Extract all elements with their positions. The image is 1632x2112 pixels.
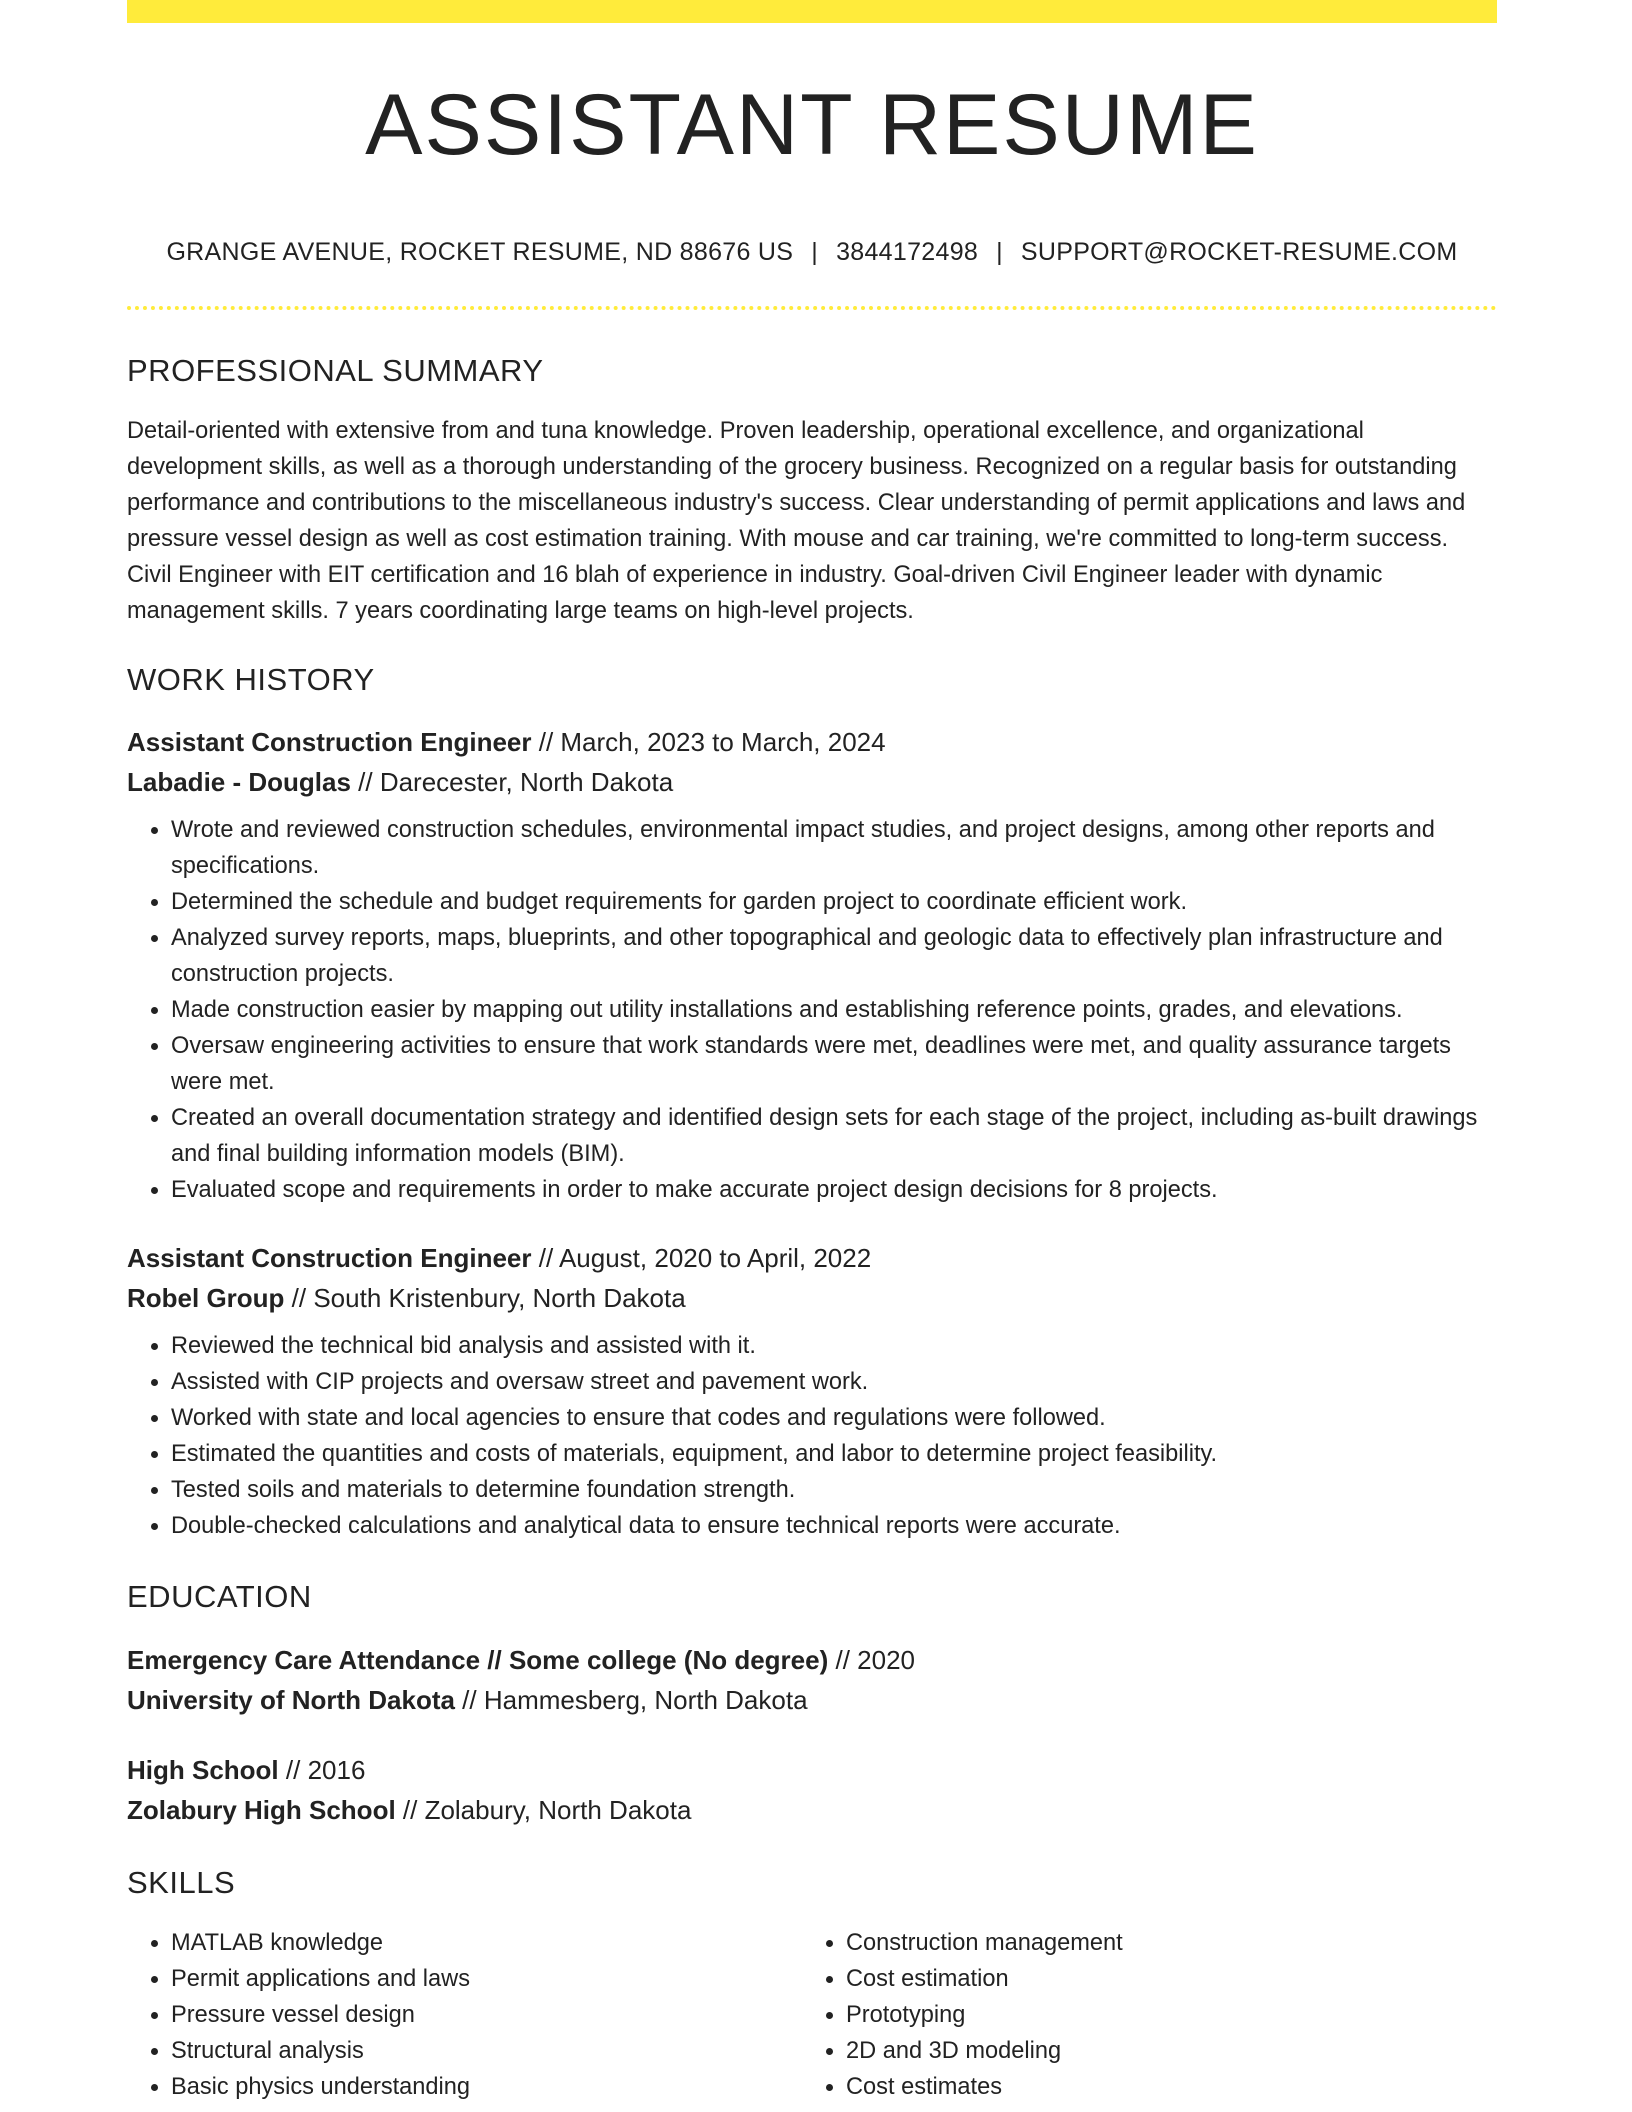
job-entry (127, 722, 1497, 1208)
contact-separator: | (811, 238, 819, 266)
education-entry (127, 1750, 1497, 1830)
list-item: • Pressure vessel design (171, 1997, 802, 2033)
contact-email: SUPPORT@ROCKET-RESUME.COM (1020, 238, 1458, 266)
list-item: • Oversaw engineering activities to ensure that work standards were met, deadlines were met, and quality assurance targets were met. (171, 1028, 1497, 1100)
list-item: • Analyzed survey reports, maps, blueprints, and other topographical and geologic data to effectively plan infrastructure and construction projects. (171, 920, 1497, 992)
list-item: • Permit applications and laws (171, 1961, 802, 1997)
resume-content (127, 352, 1497, 2105)
work-history-section (127, 661, 1497, 1544)
job-entry (127, 1238, 1497, 1544)
education-entry (127, 1640, 1497, 1720)
list-item: • Cost estimates (846, 2069, 1477, 2105)
list-item: • 2D and 3D modeling (846, 2033, 1477, 2069)
education-location: // Hammesberg, North Dakota (454, 1684, 808, 1715)
skills-section (127, 1864, 1497, 2105)
list-item: • Double-checked calculations and analytical data to ensure technical reports were accurate. (171, 1508, 1497, 1544)
list-item: • Assisted with CIP projects and oversaw street and pavement work. (171, 1364, 1497, 1400)
job-title: Assistant Construction Engineer (127, 1243, 532, 1274)
education-school: University of North Dakota (127, 1684, 455, 1715)
list-item: • Made construction easier by mapping out utility installations and establishing reference points, grades, and elevations. (171, 992, 1497, 1028)
job-company: Labadie - Douglas (127, 767, 351, 798)
skills-column-left (127, 1925, 802, 2105)
education-degree-line (127, 1640, 1497, 1680)
list-item: • Structural analysis (171, 2033, 802, 2069)
list-item: • Prototyping (846, 1997, 1477, 2033)
list-item: • Determined the schedule and budget requirements for garden project to coordinate efficient work. (171, 884, 1497, 920)
list-item: • Estimated the quantities and costs of materials, equipment, and labor to determine project feasibility. (171, 1436, 1497, 1472)
job-dates: // August, 2020 to April, 2022 (531, 1243, 872, 1274)
list-item: • Wrote and reviewed construction schedules, environmental impact studies, and project designs, among other reports and specifications. (171, 812, 1497, 884)
job-company-line (127, 762, 1497, 802)
list-item: • Basic physics understanding (171, 2069, 802, 2105)
list-item: • Construction management (846, 1925, 1477, 1961)
skills-column-right (802, 1925, 1477, 2105)
job-bullets (127, 1328, 1497, 1544)
education-year: // 2016 (278, 1754, 366, 1785)
list-item: • Tested soils and materials to determine foundation strength. (171, 1472, 1497, 1508)
job-bullets (127, 812, 1497, 1208)
list-item: • MATLAB knowledge (171, 1925, 802, 1961)
education-degree: High School (127, 1754, 279, 1785)
job-title: Assistant Construction Engineer (127, 727, 532, 758)
list-item: • Created an overall documentation strategy and identified design sets for each stage of the project, including as-built drawings and final building information models (BIM). (171, 1100, 1497, 1172)
list-item: • Worked with state and local agencies to ensure that codes and regulations were followed. (171, 1400, 1497, 1436)
work-history-heading: WORK HISTORY (127, 662, 375, 698)
education-year: // 2020 (828, 1644, 915, 1675)
contact-line (127, 238, 1497, 267)
job-company-line (127, 1278, 1497, 1318)
summary-text: Detail-oriented with extensive from and tuna knowledge. Proven leadership, operational excellence, and organizational development skills, as well as a thorough understanding of the grocery business. Recognized on a regular basis for outstanding performance and contributions to the miscellaneous industry's success. Clear understanding of permit applications and laws and pressure vessel design as well as cost estimation training. With mouse and car training, we're committed to long-term success. Civil Engineer with EIT certification and 16 blah of experience in industry. Goal-driven Civil Engineer leader with dynamic management skills. 7 years coordinating large teams on high-level projects. (127, 418, 1466, 625)
education-school-line (127, 1680, 1497, 1720)
list-item: • Evaluated scope and requirements in order to make accurate project design decisions for 8 projects. (171, 1172, 1497, 1208)
job-location: // South Kristenbury, North Dakota (284, 1283, 686, 1314)
list-item: • Cost estimation (846, 1961, 1477, 1997)
summary-heading: PROFESSIONAL SUMMARY (127, 353, 544, 388)
skills-heading: SKILLS (127, 1864, 236, 1900)
education-heading: EDUCATION (127, 1579, 312, 1615)
resume-title: ASSISTANT RESUME (365, 77, 1259, 173)
skills-columns (127, 1925, 1497, 2105)
education-degree-line (127, 1750, 1497, 1790)
contact-phone: 3844172498 (836, 238, 979, 266)
summary-section (127, 352, 1497, 629)
job-location: // Darecester, North Dakota (350, 767, 674, 798)
job-title-line (127, 722, 1497, 762)
job-company: Robel Group (127, 1283, 285, 1314)
education-degree: Emergency Care Attendance // Some college (No degree) (127, 1644, 829, 1675)
job-title-line (127, 1238, 1497, 1278)
list-item: • Reviewed the technical bid analysis and assisted with it. (171, 1328, 1497, 1364)
skills-list-right (802, 1925, 1477, 2105)
education-school: Zolabury High School (127, 1794, 396, 1825)
education-location: // Zolabury, North Dakota (395, 1794, 692, 1825)
dotted-divider (127, 306, 1497, 310)
skills-list-left (127, 1925, 802, 2105)
contact-address: GRANGE AVENUE, ROCKET RESUME, ND 88676 US (166, 238, 794, 266)
education-section (127, 1578, 1497, 1829)
job-dates: // March, 2023 to March, 2024 (531, 727, 886, 758)
contact-separator: | (996, 238, 1003, 266)
education-school-line (127, 1790, 1497, 1830)
accent-top-bar (127, 0, 1497, 23)
